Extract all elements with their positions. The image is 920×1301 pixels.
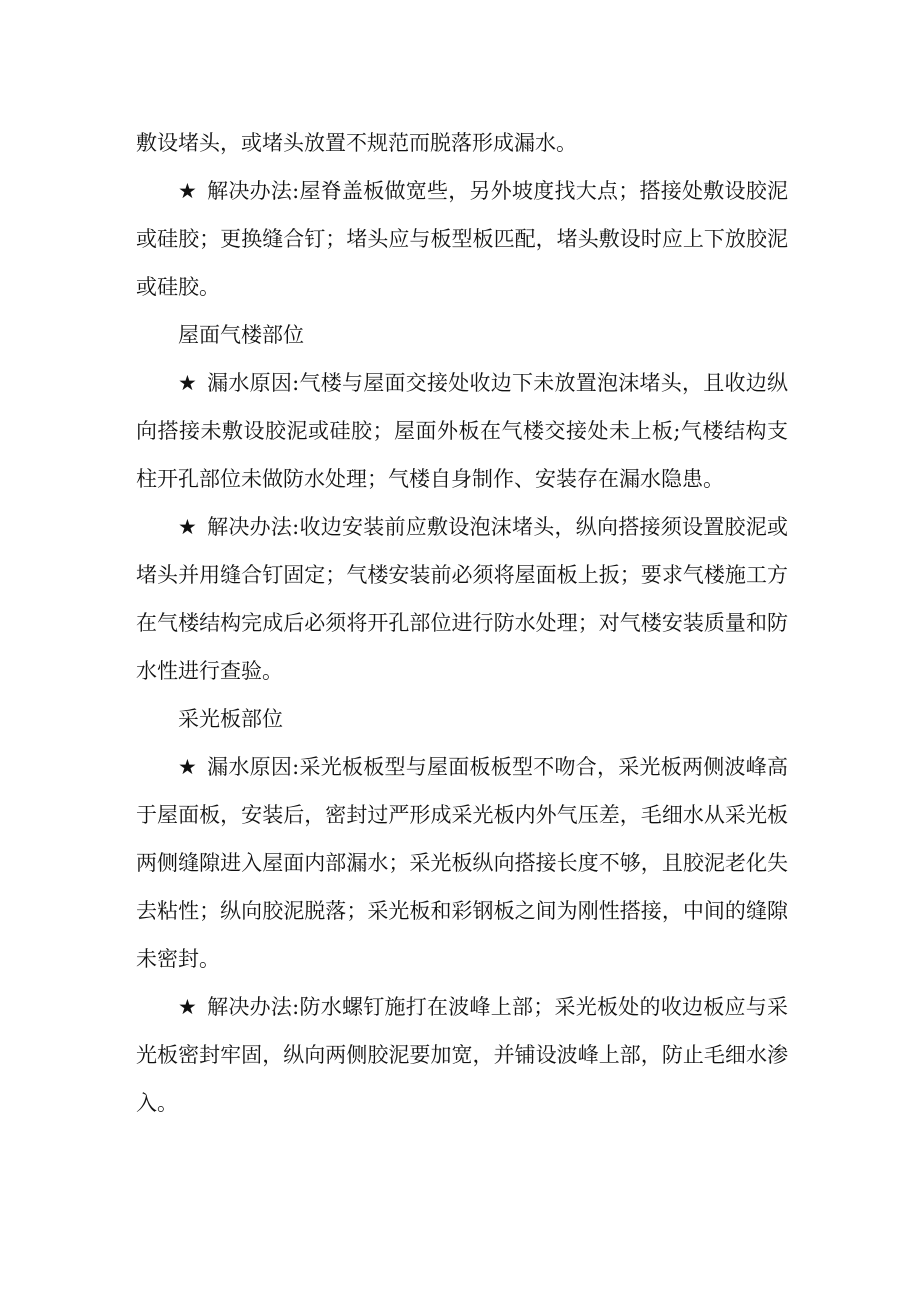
paragraph-label: 解决办法: xyxy=(207,179,300,203)
paragraph-continuation xyxy=(136,119,788,167)
paragraph-solution-roof-vent xyxy=(136,503,788,695)
paragraph-label: 漏水原因: xyxy=(207,371,300,395)
star-icon: ★ xyxy=(178,995,198,1019)
document-body xyxy=(136,119,788,1127)
paragraph-cause-roof-vent xyxy=(136,359,788,503)
paragraph-solution-skylight xyxy=(136,983,788,1127)
section-heading-roof-vent: 屋面气楼部位 xyxy=(178,323,304,347)
paragraph-text: 敷设堵头，或堵头放置不规范而脱落形成漏水。 xyxy=(136,131,577,155)
paragraph-solution-ridge xyxy=(136,167,788,311)
star-icon: ★ xyxy=(178,179,198,203)
paragraph-cause-skylight xyxy=(136,743,788,983)
paragraph-label: 解决办法: xyxy=(207,995,300,1019)
paragraph-label: 漏水原因: xyxy=(207,755,300,779)
paragraph-text: 收边安装前应敷设泡沫堵头，纵向搭接须设置胶泥或堵头并用缝合钉固定；气楼安装前必须将屋面板上扳；要求气楼施工方在气楼结构完成后必须将开孔部位进行防水处理；对气楼安装质量和防水性进行查验。 xyxy=(136,515,789,683)
star-icon: ★ xyxy=(178,515,198,539)
paragraph-text: 屋脊盖板做宽些，另外坡度找大点；搭接处敷设胶泥或硅胶；更换缝合钉；堵头应与板型板匹配，堵头敷设时应上下放胶泥或硅胶。 xyxy=(136,179,789,299)
section-heading-skylight: 采光板部位 xyxy=(178,707,283,731)
paragraph-text: 气楼与屋面交接处收边下未放置泡沫堵头，且收边纵向搭接未敷设胶泥或硅胶；屋面外板在气楼交接处未上板;气楼结构支柱开孔部位未做防水处理；气楼自身制作、安装存在漏水隐患。 xyxy=(136,371,789,491)
paragraph-text: 防水螺钉施打在波峰上部；采光板处的收边板应与采光板密封牢固，纵向两侧胶泥要加宽，并铺设波峰上部，防止毛细水渗入。 xyxy=(136,995,789,1115)
star-icon: ★ xyxy=(178,371,198,395)
paragraph-text: 采光板板型与屋面板板型不吻合，采光板两侧波峰高于屋面板，安装后，密封过严形成采光板内外气压差，毛细水从采光板两侧缝隙进入屋面内部漏水；采光板纵向搭接长度不够，且胶泥老化失去粘性；纵向胶泥脱落；采光板和彩钢板之间为刚性搭接，中间的缝隙未密封。 xyxy=(136,755,789,971)
paragraph-label: 解决办法: xyxy=(207,515,300,539)
star-icon: ★ xyxy=(178,755,198,779)
